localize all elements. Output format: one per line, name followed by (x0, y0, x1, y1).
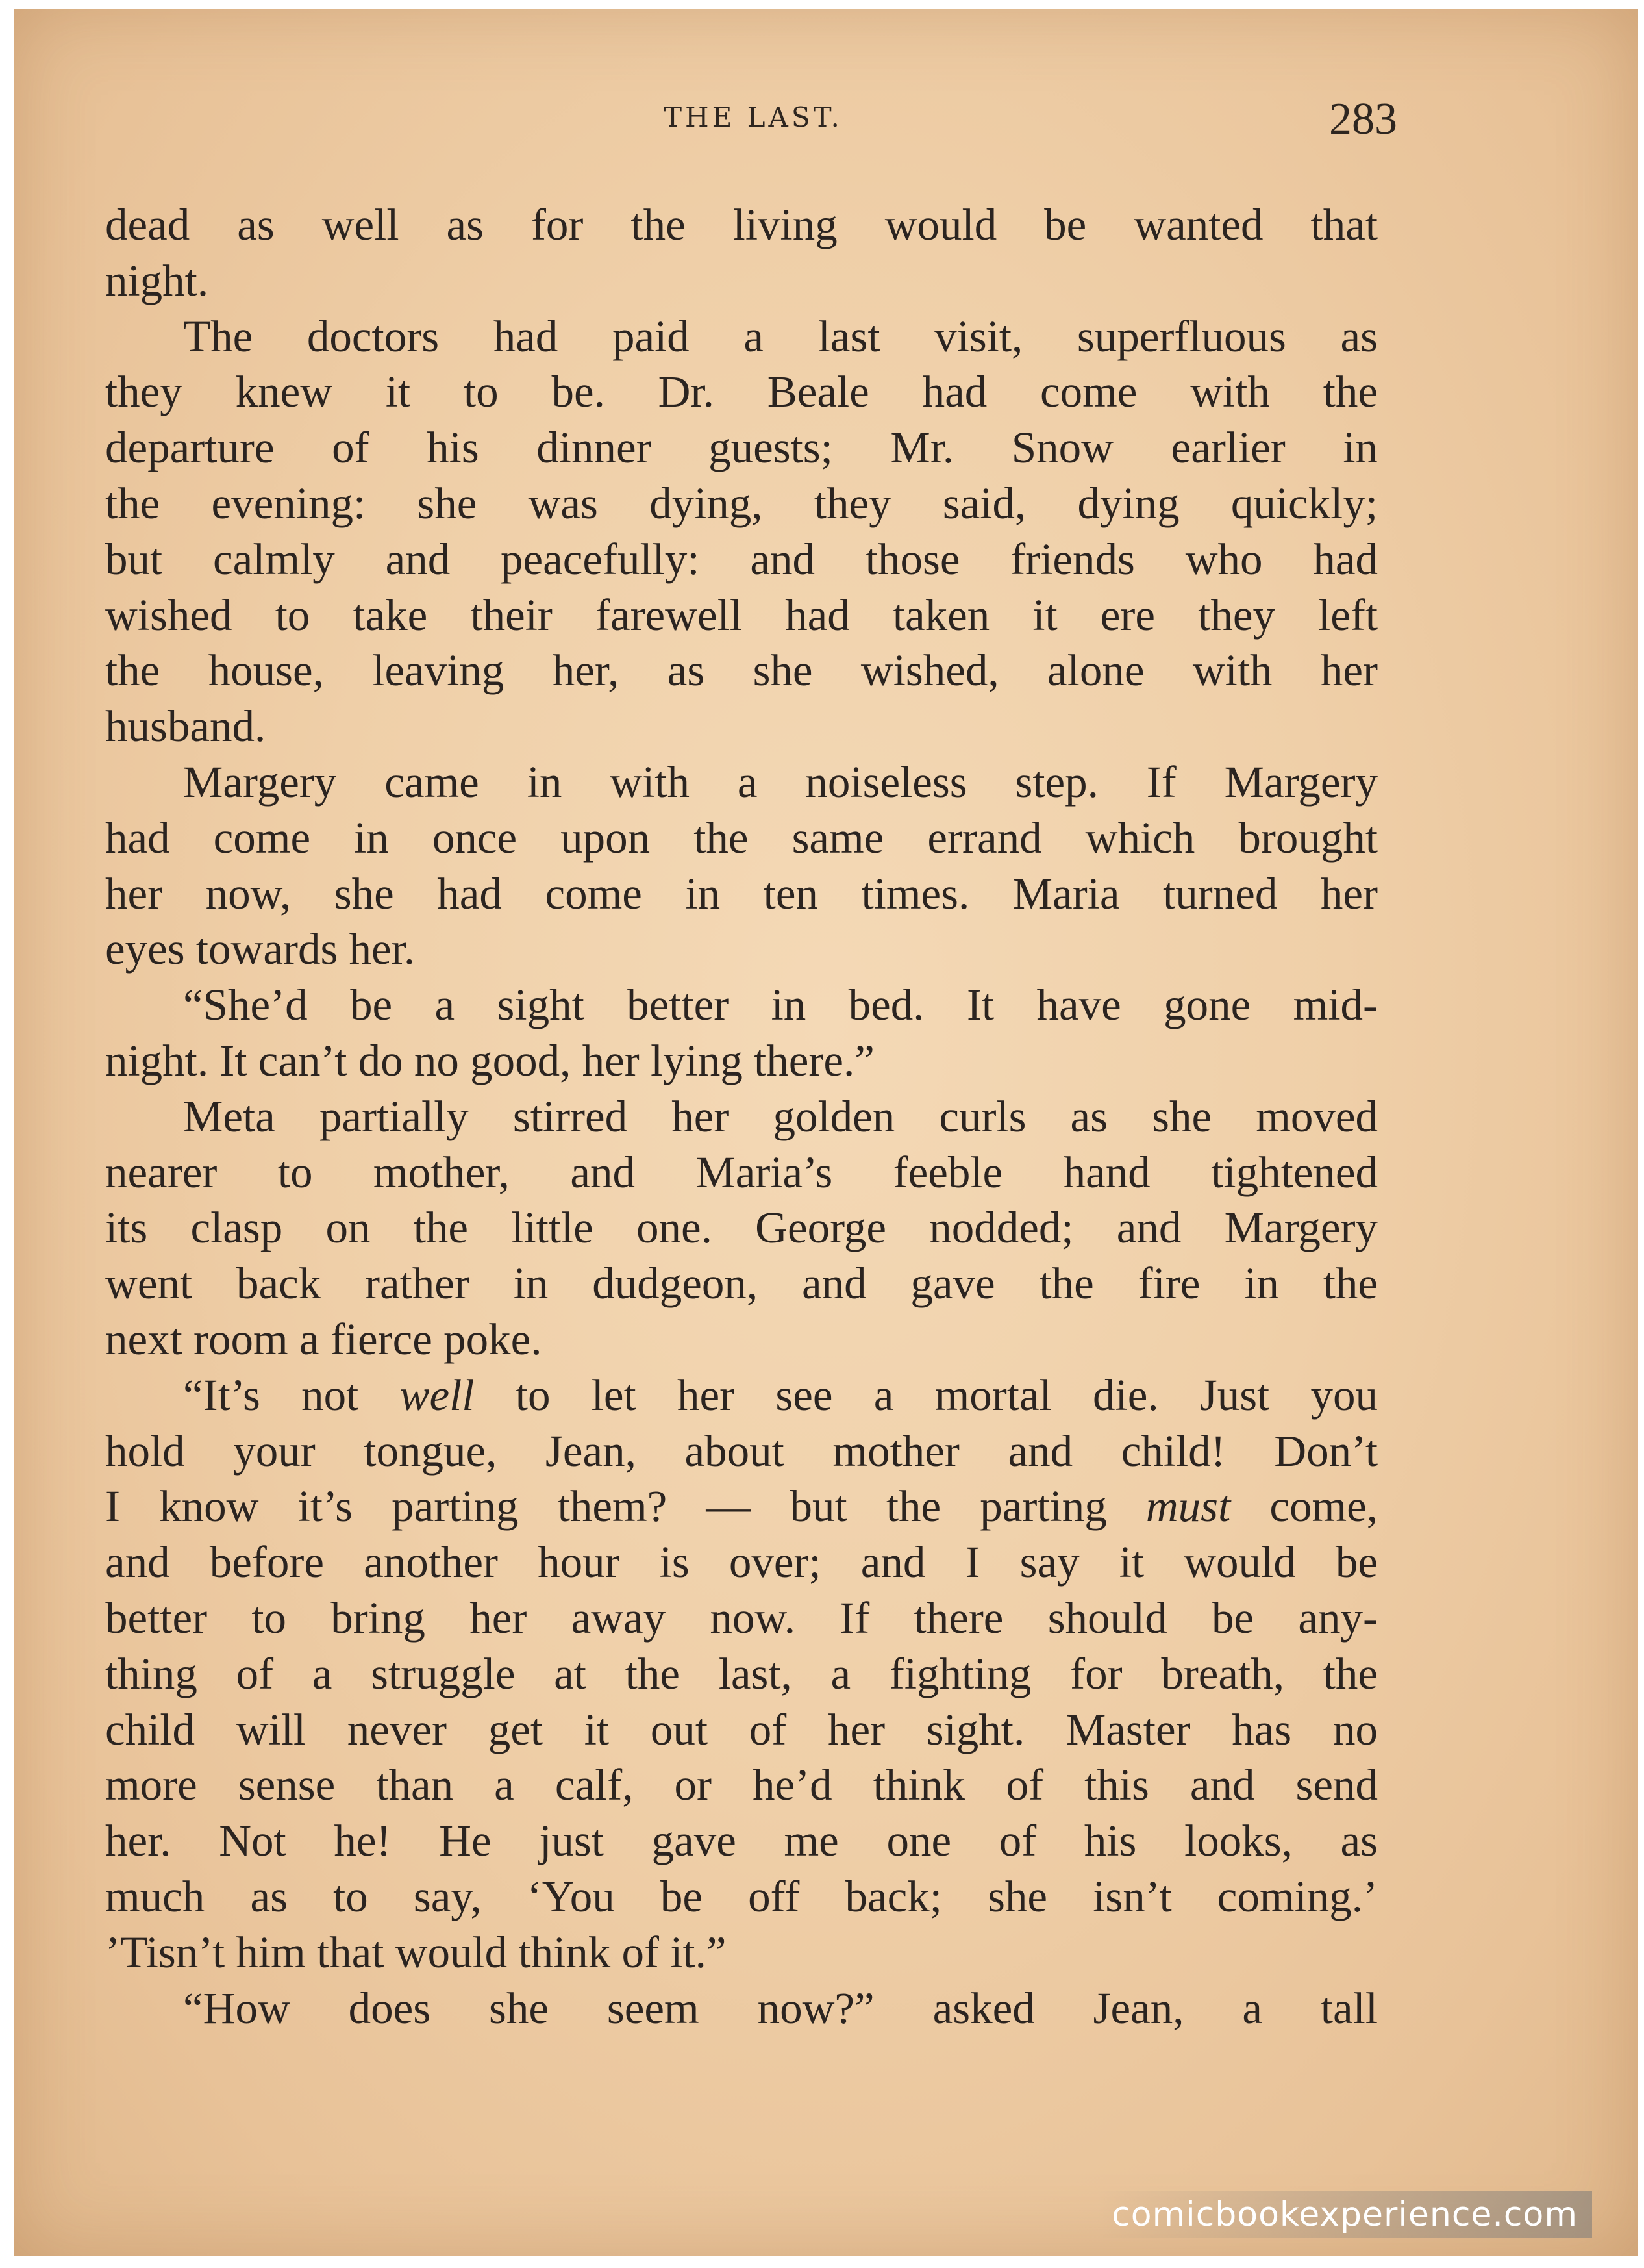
text-line: better to bring her away now. If there should be any- (105, 1593, 1378, 1643)
text-line: husband. (105, 701, 266, 751)
text-line: Margery came in with a noiseless step. If Margery (183, 757, 1378, 807)
text-line: her now, she had come in ten times. Maria turned her (105, 868, 1378, 918)
text-segment: come, (1230, 1481, 1378, 1531)
text-line: more sense than a calf, or he’d think of this and send (105, 1760, 1378, 1810)
text-segment: I know it’s parting them? — but the parting (105, 1481, 1146, 1531)
text-line: and before another hour is over; and I say it would be (105, 1537, 1378, 1587)
text-line: The doctors had paid a last visit, superfluous as (183, 311, 1378, 361)
text-line: night. It can’t do no good, her lying there.” (105, 1035, 875, 1085)
text-line: eyes towards her. (105, 924, 416, 974)
text-line: its clasp on the little one. George nodded; and Margery (105, 1203, 1378, 1253)
text-line: much as to say, ‘You be off back; she isn’t coming.’ (105, 1871, 1378, 1921)
text-segment: to let her see a mortal die. Just you (474, 1370, 1378, 1420)
text-line: ’Tisn’t him that would think of it.” (105, 1927, 727, 1977)
text-line: wished to take their farewell had taken it ere they left (105, 590, 1378, 640)
text-line: hold your tongue, Jean, about mother and child! Don’t (105, 1426, 1378, 1476)
text-line: departure of his dinner guests; Mr. Snow earlier in (105, 423, 1378, 473)
text-line (105, 1479, 1378, 1535)
text-line: her. Not he! He just gave me one of his looks, as (105, 1816, 1378, 1866)
text-line (105, 1368, 1378, 1424)
text-line: thing of a struggle at the last, a fighting for breath, the (105, 1648, 1378, 1698)
text-line: the evening: she was dying, they said, dying quickly; (105, 478, 1378, 528)
text-segment: “It’s not (183, 1370, 400, 1420)
text-line: “How does she seem now?” asked Jean, a tall (183, 1983, 1378, 2033)
emphasis-text: must (1145, 1481, 1231, 1531)
text-line: had come in once upon the same errand which brought (105, 813, 1378, 863)
book-page (14, 9, 1638, 2256)
page-number: 283 (1329, 94, 1397, 144)
running-title: THE LAST. (664, 101, 843, 133)
text-line: night. (105, 255, 209, 305)
text-line: “She’d be a sight better in bed. It have gone mid- (183, 980, 1378, 1030)
text-line: but calmly and peacefully: and those friends who had (105, 534, 1378, 584)
watermark: comicbookexperience.com (1097, 2191, 1592, 2238)
text-line: Meta partially stirred her golden curls as she moved (183, 1091, 1378, 1141)
text-line: next room a fierce poke. (105, 1314, 542, 1364)
emphasis-text: well (399, 1370, 475, 1420)
page-header (14, 94, 1397, 145)
text-line: they knew it to be. Dr. Beale had come with the (105, 367, 1378, 417)
text-line: went back rather in dudgeon, and gave the fire in the (105, 1259, 1378, 1309)
body-text (105, 197, 1378, 2036)
text-line: dead as well as for the living would be wanted that (105, 200, 1378, 249)
text-line: child will never get it out of her sight. Master has no (105, 1704, 1378, 1754)
text-line: nearer to mother, and Maria’s feeble hand tightened (105, 1147, 1378, 1197)
text-line: the house, leaving her, as she wished, alone with her (105, 646, 1378, 696)
